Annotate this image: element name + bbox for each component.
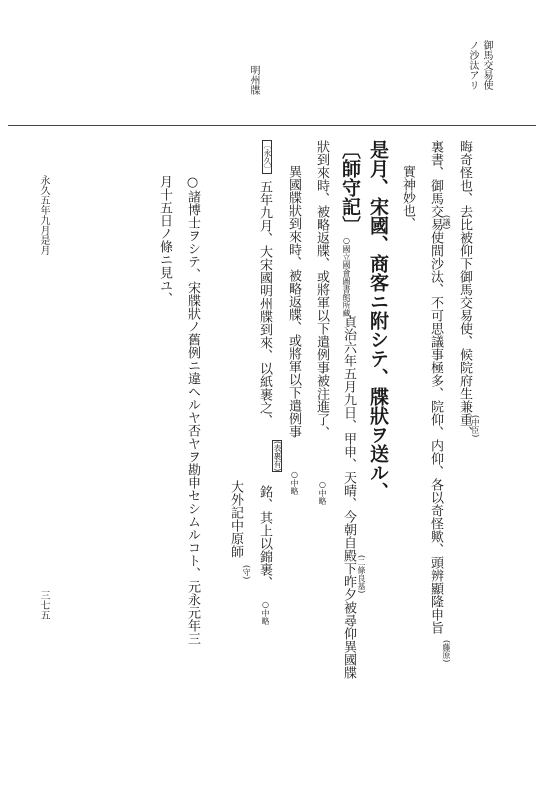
text-column-7: 異國牒狀到來時、被略返牒、或將軍以下遣例事 xyxy=(286,165,301,438)
date-margin-note: 永久五年九月是月 xyxy=(38,175,49,255)
col2-note-a: (議) xyxy=(442,215,451,230)
col9-note: (守) xyxy=(242,565,251,580)
page-number: 三七五 xyxy=(38,590,49,620)
margin-note-1: 御馬交易使 xyxy=(481,40,492,90)
col5-note: (二條良基) xyxy=(357,555,366,594)
col7-omission: ○中略 xyxy=(290,470,299,495)
text-column-1: 晦奇怪也、去比被仰下御馬交易使、候院府生兼重、 xyxy=(457,140,472,439)
col8-note: (表裹有) xyxy=(273,441,282,472)
text-column-6: 狀到來時、被略返牒、或將軍以下遣例事被注進了、 xyxy=(314,140,329,439)
source-title: 〔師守記〕 xyxy=(339,140,361,235)
header-rule xyxy=(8,125,536,126)
text-column-8: 五年九月、大宋國明州牒到來、以紙裹之、 xyxy=(257,180,272,427)
text-column-10: ○諸博士ヲシテ、宋牒狀ノ舊例ニ違ヘルヤ否ヤヲ勘申セシムルコト、元永元年三 xyxy=(185,175,200,645)
col8-omission: ○中略 xyxy=(261,600,270,625)
text-column-11: 月十五日ノ條ニ見ユ、 xyxy=(157,175,172,305)
text-column-3: 實神妙也、 xyxy=(400,165,415,230)
text-column-5: 貞治六年五月九日、甲申、天晴、今朝自殿下昨夕被尋仰異國牒 xyxy=(341,315,356,679)
col1-note: (中臣) xyxy=(471,415,480,438)
col2-note-b: (藤原) xyxy=(442,640,451,663)
text-column-2: 裏書、御馬交易使間沙汰、不可思議事極多、院仰、内仰、各以奇怪歟、頭辨顯隆申旨 xyxy=(428,140,443,634)
margin-note-2: ノ沙汰アリ xyxy=(467,40,478,90)
text-column-9: 大外記中原師 xyxy=(228,480,243,558)
col8-bracket: 〔永久〕 xyxy=(263,141,272,173)
source-holding-note: ○國立國會圖書館所藏 xyxy=(342,236,351,317)
section-heading: 是月、宋國、商客ニ附シテ、牒狀ヲ送ル、 xyxy=(367,140,389,501)
col6-omission: ○中略 xyxy=(318,480,327,505)
text-column-8b: 銘、其上以錦裹、 xyxy=(257,485,272,589)
running-title: 明州牒 xyxy=(248,65,259,95)
